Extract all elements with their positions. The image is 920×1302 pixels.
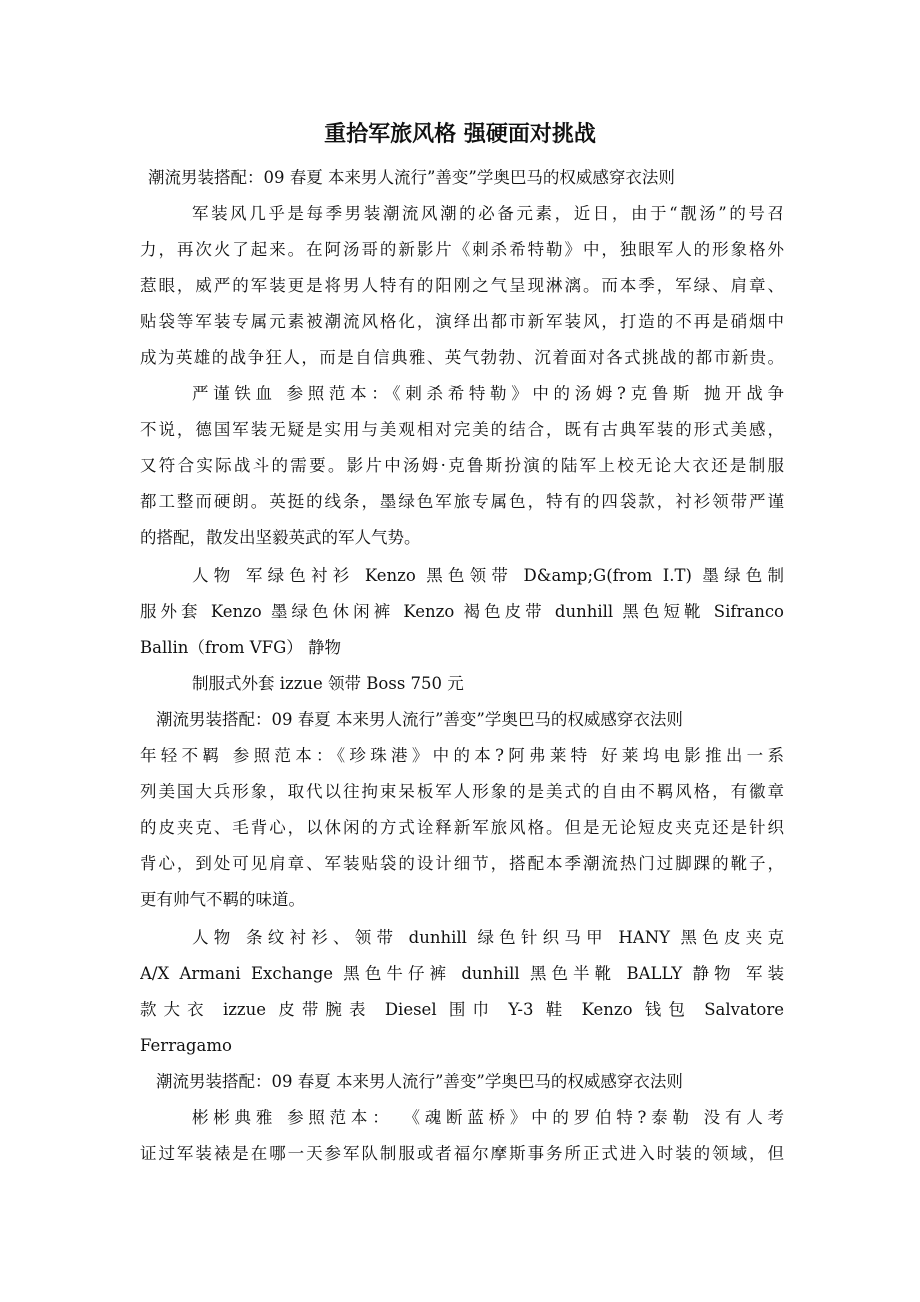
text-line: 又符合实际战斗的需要。影片中汤姆·克鲁斯扮演的陆军上校无论大衣还是制服 <box>140 456 784 475</box>
text-line: 潮流男装搭配：09 春夏 本来男人流行”善变”学奥巴马的权威感穿衣法则 <box>156 710 683 729</box>
text-line: 力，再次火了起来。在阿汤哥的新影片《刺杀希特勒》中，独眼军人的形象格外 <box>140 240 784 259</box>
text-line: 人物 军绿色衬衫 Kenzo 黑色领带 D&amp;G(from I.T) 墨绿色制 <box>192 566 784 585</box>
text-line: 成为英雄的战争狂人，而是自信典雅、英气勃勃、沉着面对各式挑战的都市新贵。 <box>140 348 784 367</box>
document-title: 重拾军旅风格 强硬面对挑战 <box>324 122 596 147</box>
text-line: 潮流男装搭配：09 春夏 本来男人流行”善变”学奥巴马的权威感穿衣法则 <box>148 168 675 187</box>
text-line: Ferragamo <box>140 1036 232 1055</box>
text-line: Ballin（from VFG） 静物 <box>140 638 342 657</box>
text-line: 不说，德国军装无疑是实用与美观相对完美的结合，既有古典军装的形式美感， <box>140 420 784 439</box>
text-line: 严谨铁血 参照范本：《刺杀希特勒》中的汤姆?克鲁斯 抛开战争 <box>192 384 784 403</box>
text-line: 的搭配，散发出坚毅英武的军人气势。 <box>140 528 421 547</box>
text-line: 都工整而硬朗。英挺的线条，墨绿色军旅专属色，特有的四袋款，衬衫领带严谨 <box>140 492 784 511</box>
text-line: 的皮夹克、毛背心，以休闲的方式诠释新军旅风格。但是无论短皮夹克还是针织 <box>140 818 784 837</box>
text-line: 年轻不羁 参照范本：《珍珠港》中的本?阿弗莱特 好莱坞电影推出一系 <box>140 746 784 765</box>
text-line: 证过军装裱是在哪一天参军队制服或者福尔摩斯事务所正式进入时装的领域，但 <box>140 1144 784 1163</box>
text-line: 制服式外套 izzue 领带 Boss 750 元 <box>192 674 464 693</box>
text-line: 服外套 Kenzo 墨绿色休闲裤 Kenzo 褐色皮带 dunhill 黑色短靴 Sifranco <box>140 602 784 621</box>
text-line: 款大衣 izzue 皮带腕表 Diesel 围巾 Y-3 鞋 Kenzo 钱包 Salvatore <box>140 1000 784 1019</box>
text-line: A/X Armani Exchange 黑色牛仔裤 dunhill 黑色半靴 BALLY 静物 军装 <box>140 964 784 983</box>
text-line: 惹眼，威严的军装更是将男人特有的阳刚之气呈现淋漓。而本季，军绿、肩章、 <box>140 276 784 295</box>
text-line: 贴袋等军装专属元素被潮流风格化，演绎出都市新军装风，打造的不再是硝烟中 <box>140 312 784 331</box>
text-line: 背心，到处可见肩章、军装贴袋的设计细节，搭配本季潮流热门过脚踝的靴子， <box>140 854 784 873</box>
text-line: 军装风几乎是每季男装潮流风潮的必备元素，近日，由于“靓汤”的号召 <box>192 204 784 223</box>
text-line: 彬彬典雅 参照范本： 《魂断蓝桥》中的罗伯特?泰勒 没有人考 <box>192 1108 784 1127</box>
text-line: 人物 条纹衬衫、领带 dunhill 绿色针织马甲 HANY 黑色皮夹克 <box>192 928 784 947</box>
text-line: 潮流男装搭配：09 春夏 本来男人流行”善变”学奥巴马的权威感穿衣法则 <box>156 1072 683 1091</box>
text-line: 更有帅气不羁的味道。 <box>140 890 305 909</box>
text-line: 列美国大兵形象，取代以往拘束呆板军人形象的是美式的自由不羁风格，有徽章 <box>140 782 784 801</box>
